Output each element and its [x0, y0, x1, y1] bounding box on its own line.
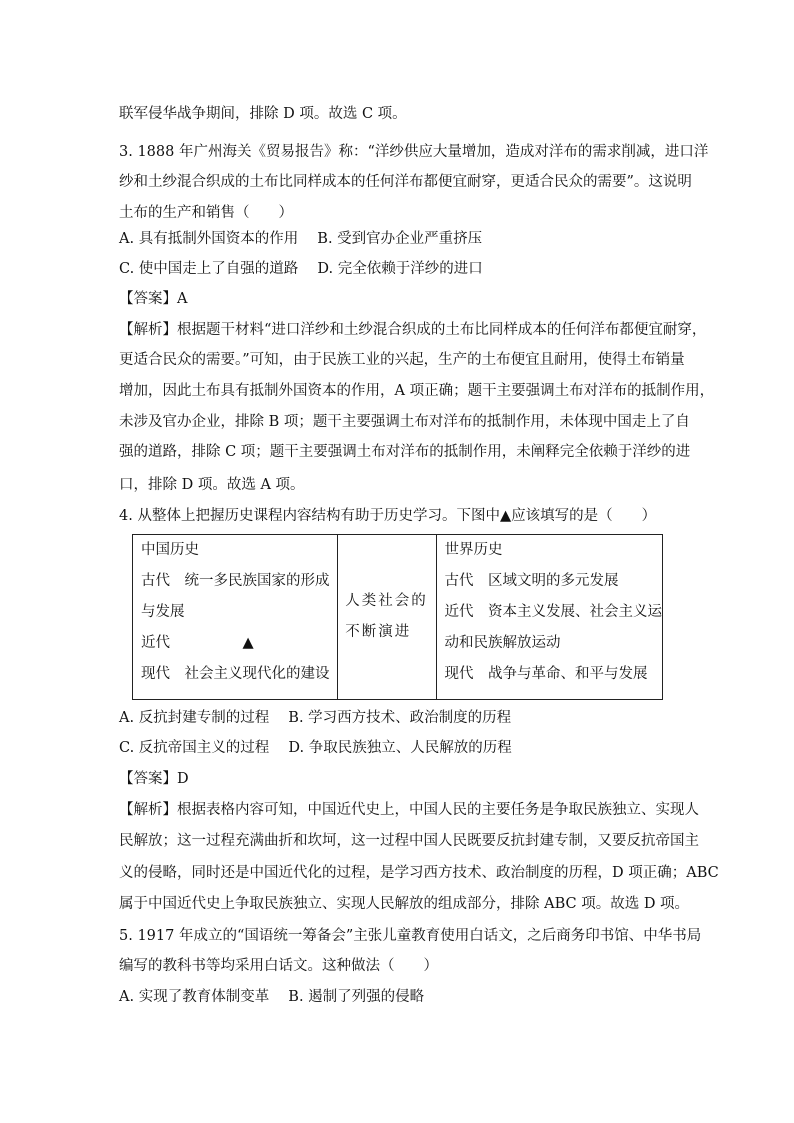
text-line: 联军侵华战争期间，排除 D 项。故选 C 项。: [119, 106, 407, 122]
question-5-stem: 5. 1917 年成立的“国语统一筹备会”主张儿童教育使用白话文，之后商务印书馆、中华书局: [119, 928, 702, 944]
table-text: 近代 ▲: [141, 635, 254, 651]
analysis-text: 未涉及官办企业，排除 B 项；题干主要强调土布对洋布的抵制作用，未体现中国走上了自: [119, 414, 690, 430]
analysis-text: 强的道路，排除 C 项；题干主要强调土布对洋布的抵制作用，未阐释完全依赖于洋纱的进: [119, 444, 691, 460]
human-society-cell: [338, 535, 436, 700]
table-text: 近代 资本主义发展、社会主义运: [444, 604, 662, 620]
table-text: 不断演进: [345, 624, 412, 640]
history-structure-table: [132, 534, 663, 700]
table-text: 现代 战争与革命、和平与发展: [444, 666, 648, 682]
chinese-history-cell: [133, 535, 338, 700]
question-4-options: A. 反抗封建专制的过程 B. 学习西方技术、政治制度的历程: [119, 710, 512, 726]
analysis-text: 【解析】根据表格内容可知，中国近代史上，中国人民的主要任务是争取民族独立、实现人: [119, 802, 699, 818]
question-5-stem: 编写的教科书等均采用白话文。这种做法（ ）: [119, 958, 438, 974]
table-text: 与发展: [141, 604, 185, 620]
analysis-text: 【解析】根据题干材料“进口洋纱和土纱混合织成的土布比同样成本的任何洋布都便宜耐穿，: [119, 322, 707, 338]
question-3-options: C. 使中国走上了自强的道路 D. 完全依赖于洋纱的进口: [119, 261, 483, 277]
world-history-cell: [436, 535, 663, 700]
table-text: 动和民族解放运动: [444, 635, 561, 651]
analysis-text: 口，排除 D 项。故选 A 项。: [119, 477, 305, 493]
question-5-options: A. 实现了教育体制变革 B. 遏制了列强的侵略: [119, 989, 425, 1005]
question-3-stem: 3. 1888 年广州海关《贸易报告》称：“洋纱供应大量增加，造成对洋布的需求削减，进口洋: [119, 144, 709, 160]
table-text: 中国历史: [141, 542, 199, 558]
question-4-stem: 4. 从整体上把握历史课程内容结构有助于历史学习。下图中▲应该填写的是（ ）: [119, 508, 657, 524]
analysis-text: 民解放；这一过程充满曲折和坎坷，这一过程中国人民既要反抗封建专制，又要反抗帝国主: [119, 833, 699, 849]
table-text: 世界历史: [444, 542, 503, 558]
table-text: 现代 社会主义现代化的建设: [141, 666, 330, 682]
table-text: 古代 统一多民族国家的形成: [141, 573, 330, 589]
analysis-text: 属于中国近代史上争取民族独立、实现人民解放的组成部分，排除 ABC 项。故选 D 项。: [119, 896, 690, 912]
answer-label: 【答案】D: [119, 771, 189, 787]
answer-label: 【答案】A: [119, 291, 188, 307]
question-3-options: A. 具有抵制外国资本的作用 B. 受到官办企业严重挤压: [119, 231, 483, 247]
table-text: 古代 区域文明的多元发展: [444, 573, 619, 589]
table-text: 人类社会的: [345, 593, 428, 609]
question-3-stem: 土布的生产和销售（ ）: [119, 205, 293, 221]
analysis-text: 更适合民众的需要。”可知，由于民族工业的兴起，生产的土布便宜且耐用，使得土布销量: [119, 352, 685, 368]
question-4-options: C. 反抗帝国主义的过程 D. 争取民族独立、人民解放的历程: [119, 740, 512, 756]
analysis-text: 增加，因此土布具有抵制外国资本的作用，A 项正确；题干主要强调土布对洋布的抵制作用，: [119, 383, 715, 399]
analysis-text: 义的侵略，同时还是中国近代化的过程，是学习西方技术、政治制度的历程，D 项正确；ABC: [119, 865, 719, 881]
question-3-stem: 纱和土纱混合织成的土布比同样成本的任何洋布都便宜耐穿，更适合民众的需要”。这说明: [119, 174, 692, 190]
